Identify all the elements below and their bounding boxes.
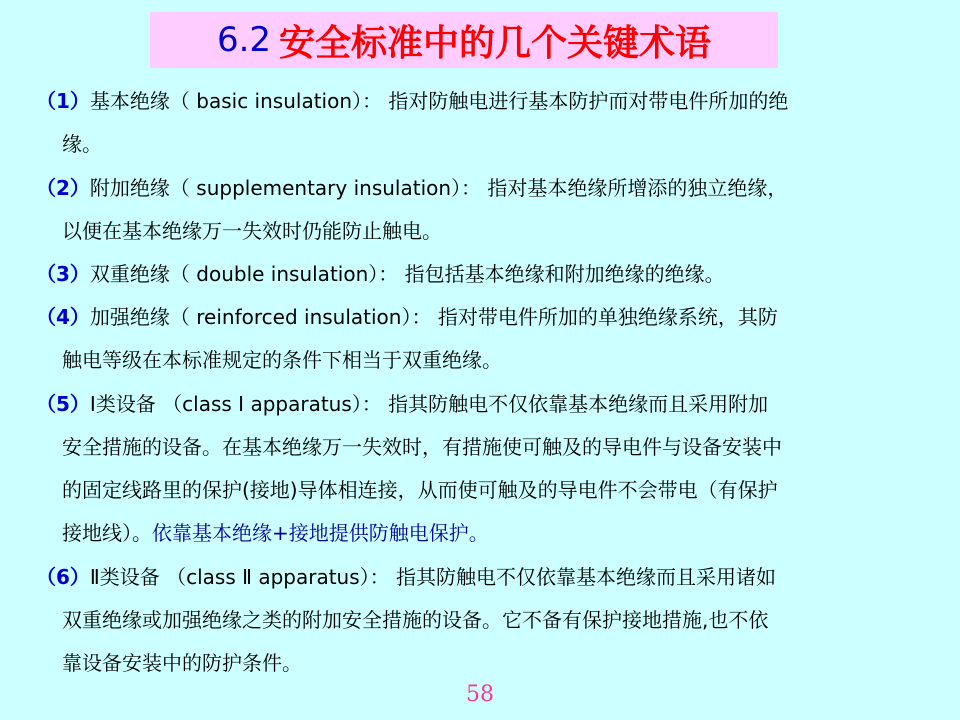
term-line-continued: 安全措施的设备。在基本绝缘万一失效时，有措施使可触及的导电件与设备安装中 xyxy=(62,435,782,459)
term-number: （1） xyxy=(36,89,90,113)
term-number: （2） xyxy=(36,176,90,200)
term-text: 基本绝缘（ basic insulation）： 指对防触电进行基本防护而对带电件所加的绝 xyxy=(89,89,789,113)
term-line xyxy=(36,296,926,339)
term-line-continued xyxy=(36,512,926,555)
term-text: 接地线）。 xyxy=(62,521,152,545)
term-line-continued: 双重绝缘或加强绝缘之类的附加安全措施的设备。它不备有保护接地措施,也不依 xyxy=(62,608,769,632)
term-item-double-insulation xyxy=(36,253,926,296)
term-line-continued: 缘。 xyxy=(62,132,102,156)
term-text: 加强绝缘（ reinforced insulation）： 指对带电件所加的单独绝缘系统，其防 xyxy=(89,305,778,329)
term-line-continued: 以便在基本绝缘万一失效时仍能防止触电。 xyxy=(62,219,442,243)
term-item-basic-insulation xyxy=(36,80,926,166)
term-line xyxy=(36,556,926,599)
term-text: Ⅰ类设备 （class Ⅰ apparatus）： 指其防触电不仅依靠基本绝缘而且采用附加 xyxy=(89,392,769,416)
term-line xyxy=(36,253,926,296)
term-line-continued: 的固定线路里的保护(接地)导体相连接，从而使可触及的导电件不会带电（有保护 xyxy=(62,478,778,502)
term-line-continued: 靠设备安装中的防护条件。 xyxy=(62,651,302,675)
term-line-continued: 触电等级在本标准规定的条件下相当于双重绝缘。 xyxy=(62,348,502,372)
term-text: 附加绝缘（ supplementary insulation）： 指对基本绝缘所增添的独立绝缘， xyxy=(89,176,788,200)
slide-title xyxy=(150,12,778,68)
term-highlight: 依靠基本绝缘+接地提供防触电保护。 xyxy=(152,521,489,545)
term-item-supplementary-insulation xyxy=(36,167,926,253)
term-number: （6） xyxy=(36,565,90,589)
term-number: （3） xyxy=(36,262,90,286)
term-number: （5） xyxy=(36,392,90,416)
term-text: Ⅱ类设备 （class Ⅱ apparatus）： 指其防触电不仅依靠基本绝缘而且采用诸如 xyxy=(89,565,777,589)
title-text: 安全标准中的几个关键术语 xyxy=(279,21,712,64)
term-item-reinforced-insulation xyxy=(36,296,926,382)
term-line xyxy=(36,167,926,210)
term-line xyxy=(36,80,926,123)
term-line xyxy=(36,383,926,426)
page-number: 58 xyxy=(466,682,494,707)
term-item-class-2-apparatus xyxy=(36,556,926,685)
title-number: 6.2 xyxy=(216,20,272,60)
term-text: 双重绝缘（ double insulation）： 指包括基本绝缘和附加绝缘的绝缘。 xyxy=(89,262,725,286)
term-item-class-1-apparatus xyxy=(36,383,926,555)
term-number: （4） xyxy=(36,305,90,329)
